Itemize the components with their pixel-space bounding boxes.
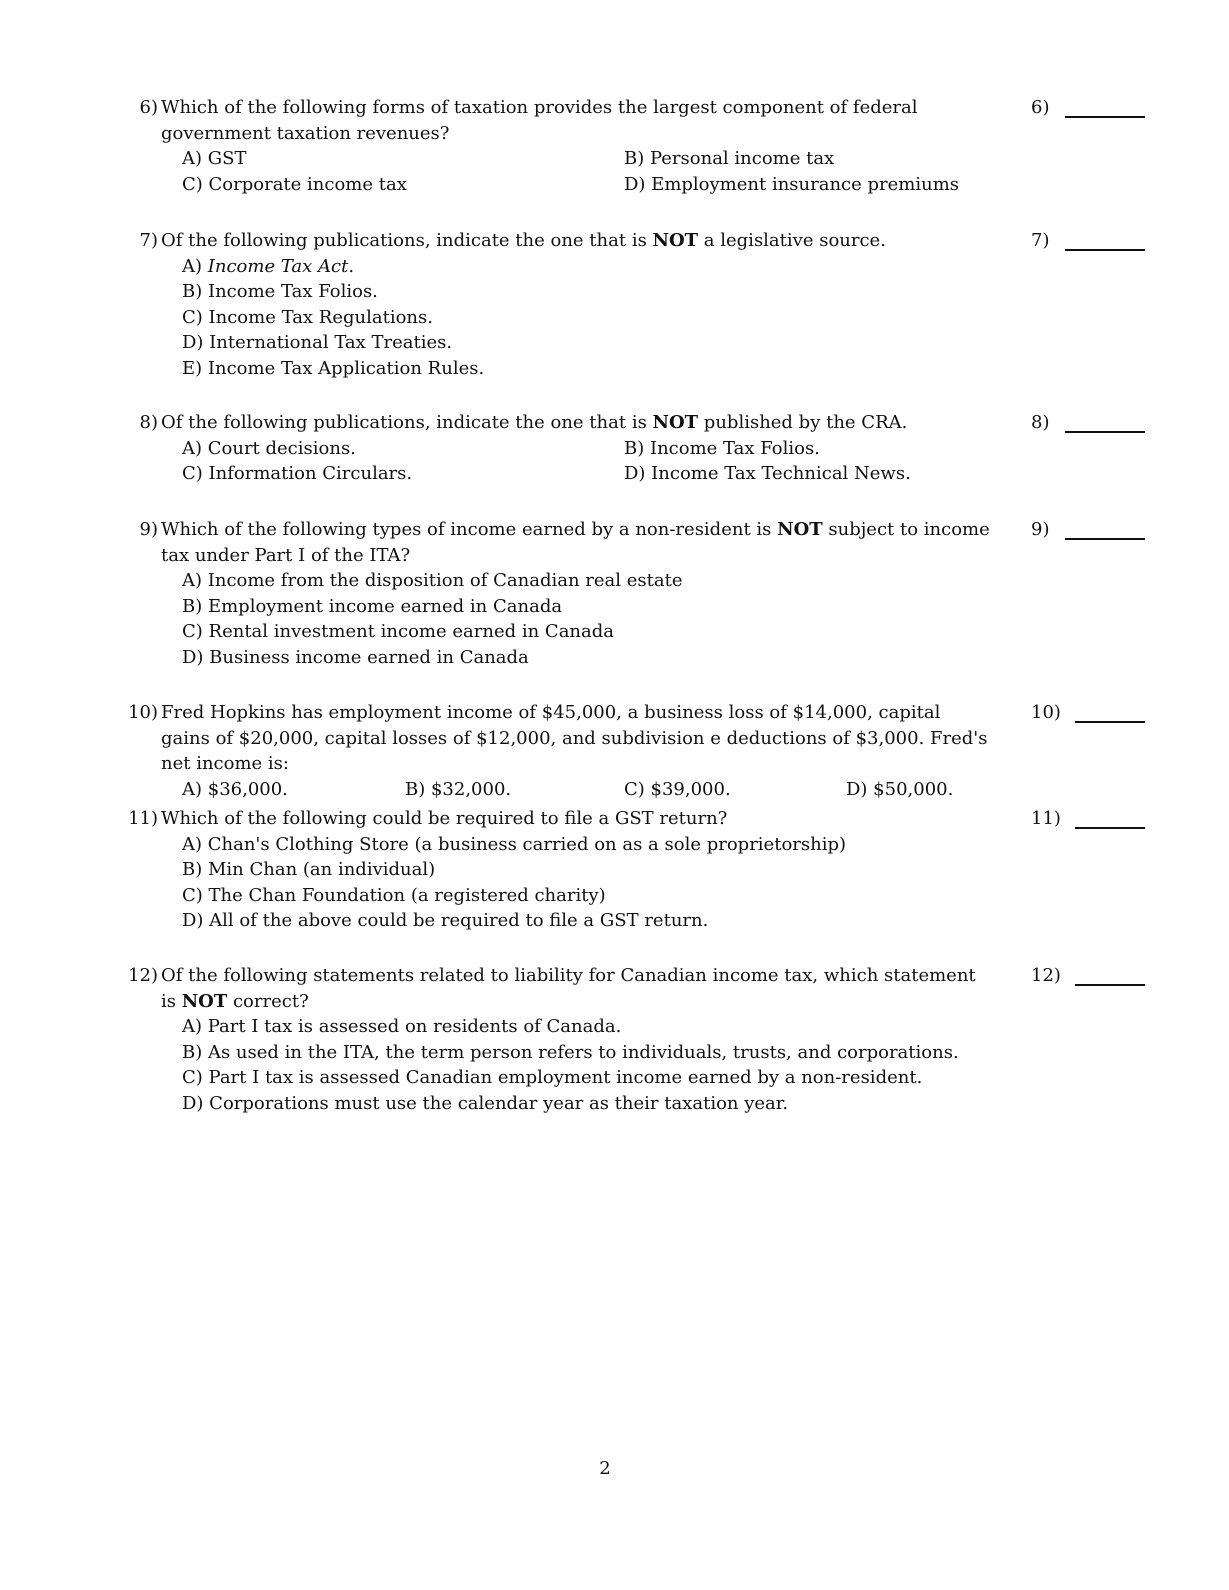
option-c: C) Information Circulars. xyxy=(182,463,413,484)
emphasis-not: NOT xyxy=(652,230,699,251)
answer-blank[interactable] xyxy=(1075,721,1145,723)
question-10-stem xyxy=(120,700,1145,777)
option-b: B) $32,000. xyxy=(405,778,512,800)
option-b: B) Min Chan (an individual) xyxy=(182,859,436,880)
option-c: C) $39,000. xyxy=(624,778,731,800)
question-text: Of the following statements related to liability for Canadian income tax, which statement is NOT correct? xyxy=(161,965,976,1012)
emphasis-not: NOT xyxy=(777,519,823,540)
option-c: C) The Chan Foundation (a registered charity) xyxy=(182,884,606,906)
options xyxy=(182,1014,1145,1116)
question-text: Which of the following forms of taxation provides the largest component of federal government taxation revenues? xyxy=(161,97,918,144)
option-a: A) Part I tax is assessed on residents of Canada. xyxy=(182,1016,622,1037)
answer-blank[interactable] xyxy=(1065,249,1145,251)
question-12-stem xyxy=(120,963,1145,1014)
option-d: D) Business income earned in Canada xyxy=(182,646,529,668)
answer-blank[interactable] xyxy=(1075,984,1145,986)
question-7-stem xyxy=(120,228,1145,254)
options xyxy=(182,777,1145,803)
option-a: A) Court decisions. xyxy=(182,437,356,459)
option-c: C) Part I tax is assessed Canadian employment income earned by a non-resident. xyxy=(182,1067,923,1088)
question-8-stem xyxy=(120,410,1145,436)
answer-label: 6) xyxy=(1031,97,1050,118)
answer-label: 11) xyxy=(1031,808,1061,829)
answer-label: 9) xyxy=(1031,519,1050,540)
page-number: 2 xyxy=(599,1458,611,1479)
option-a: A) GST xyxy=(182,148,247,169)
question-11-stem xyxy=(120,806,1145,832)
option-a: A) Income from the disposition of Canadian real estate xyxy=(182,570,683,591)
question-number: 12) xyxy=(128,965,158,986)
question-12 xyxy=(120,963,1145,1116)
option-c: C) Rental investment income earned in Canada xyxy=(182,621,615,642)
options xyxy=(182,254,1145,382)
question-number: 6) xyxy=(139,97,158,118)
answer-blank[interactable] xyxy=(1065,538,1145,540)
question-6-stem xyxy=(120,95,1145,146)
answer-blank[interactable] xyxy=(1065,431,1145,433)
emphasis-not: NOT xyxy=(181,990,228,1012)
question-7 xyxy=(120,228,1145,381)
option-a: A) Chan's Clothing Store (a business carried on as a sole proprietorship) xyxy=(182,833,847,855)
option-d: D) Employment insurance premiums xyxy=(624,173,960,195)
option-e: E) Income Tax Application Rules. xyxy=(182,357,485,379)
option-b: B) Income Tax Folios. xyxy=(624,437,820,459)
option-d: D) All of the above could be required to file a GST return. xyxy=(182,910,709,931)
question-text: Of the following publications, indicate the one that is NOT a legislative source. xyxy=(161,230,886,251)
option-c: C) Income Tax Regulations. xyxy=(182,306,433,328)
options xyxy=(182,568,1145,670)
question-8 xyxy=(120,410,1145,487)
options xyxy=(182,146,1145,197)
options xyxy=(182,832,1145,934)
option-b: B) Income Tax Folios. xyxy=(182,281,378,302)
question-9 xyxy=(120,517,1145,670)
question-text: Of the following publications, indicate the one that is NOT published by the CRA. xyxy=(161,412,908,433)
option-d: D) International Tax Treaties. xyxy=(182,332,453,353)
options xyxy=(182,436,1145,487)
question-number: 10) xyxy=(128,702,158,723)
question-number: 11) xyxy=(128,808,158,829)
question-number: 7) xyxy=(139,230,158,251)
option-c: C) Corporate income tax xyxy=(182,173,407,195)
question-6 xyxy=(120,95,1145,197)
option-b: B) Employment income earned in Canada xyxy=(182,595,563,617)
option-b: B) As used in the ITA, the term person refers to individuals, trusts, and corporations. xyxy=(182,1041,959,1063)
option-b: B) Personal income tax xyxy=(624,148,835,169)
question-text: Which of the following types of income earned by a non-resident is NOT subject to income tax under Part I of the ITA? xyxy=(161,519,990,566)
question-number: 8) xyxy=(139,412,158,433)
question-text: Fred Hopkins has employment income of $45,000, a business loss of $14,000, capital gains of $20,000, capital losses of $12,000, and subdivision e deductions of $3,000. Fred's net income is: xyxy=(161,702,988,774)
option-d: D) Corporations must use the calendar year as their taxation year. xyxy=(182,1092,789,1114)
question-number: 9) xyxy=(139,519,158,540)
option-a: A) Income Tax Act. xyxy=(182,255,355,277)
answer-label: 8) xyxy=(1031,412,1050,433)
answer-label: 7) xyxy=(1031,230,1050,251)
answer-blank[interactable] xyxy=(1065,116,1145,118)
question-10 xyxy=(120,700,1145,802)
option-d: D) $50,000. xyxy=(846,778,954,800)
option-d: D) Income Tax Technical News. xyxy=(624,463,911,484)
question-text: Which of the following could be required to file a GST return? xyxy=(161,808,728,829)
emphasis-not: NOT xyxy=(652,412,699,433)
option-a: A) $36,000. xyxy=(182,778,288,800)
answer-label: 12) xyxy=(1031,965,1061,986)
question-9-stem xyxy=(120,517,1145,568)
question-11 xyxy=(120,806,1145,934)
answer-blank[interactable] xyxy=(1075,827,1145,829)
answer-label: 10) xyxy=(1031,702,1061,723)
